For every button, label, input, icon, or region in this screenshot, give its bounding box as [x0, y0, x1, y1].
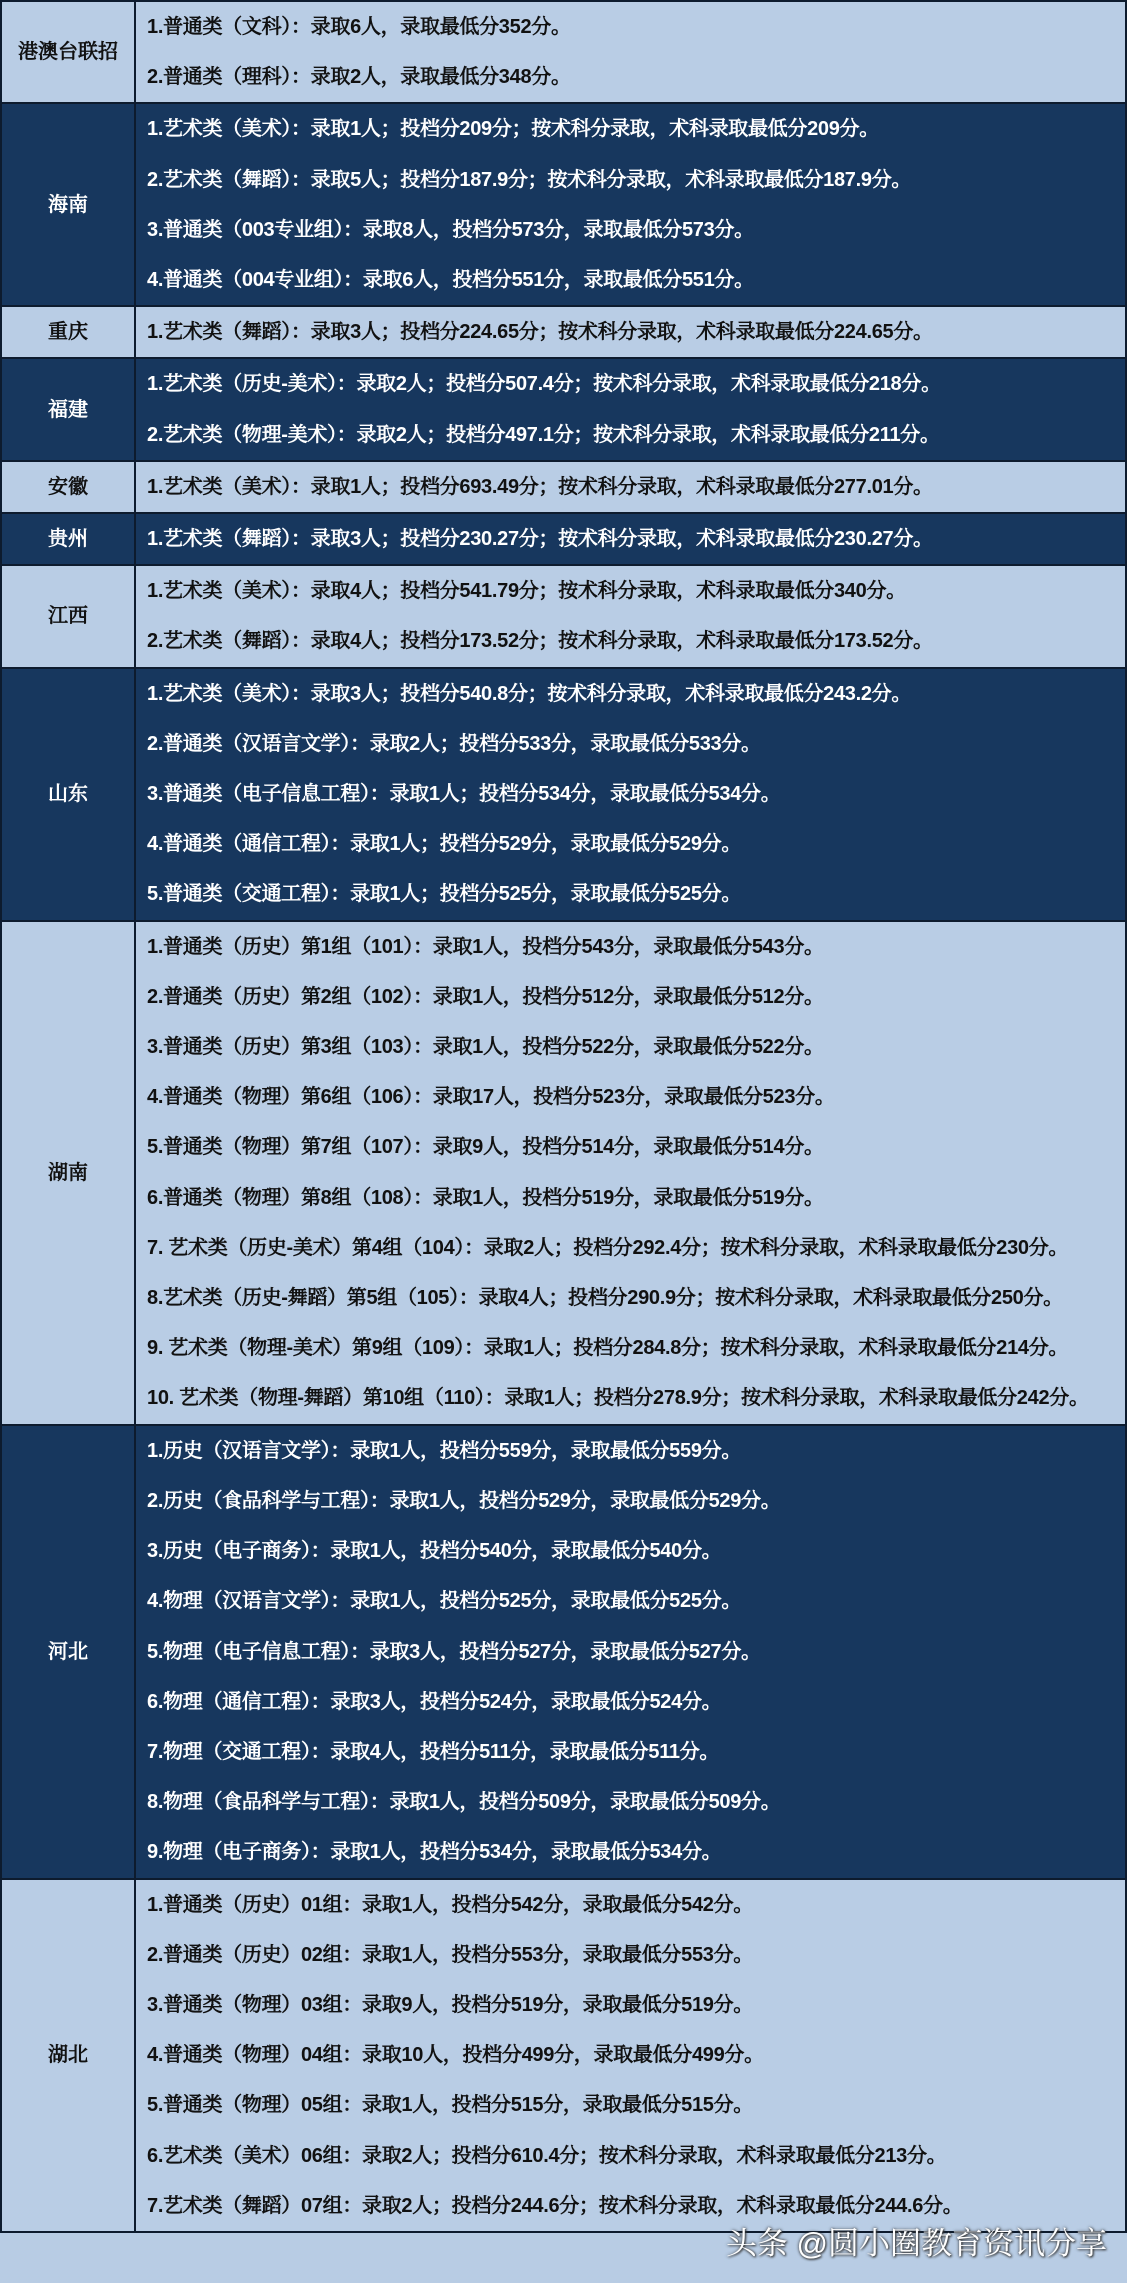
- province-row: [1, 1879, 1126, 2232]
- province-label: 安徽: [1, 461, 135, 513]
- admission-items: [135, 921, 1126, 1425]
- admission-item: 5.物理（电子信息工程）：录取3人，投档分527分，录取最低分527分。: [147, 1640, 761, 1663]
- admission-item: 8.艺术类（历史-舞蹈）第5组（105）：录取4人；投档分290.9分；按术科分录取，术科录取最低分250分。: [147, 1287, 1063, 1310]
- province-row: [1, 921, 1126, 1425]
- admission-item: 3.普通类（历史）第3组（103）：录取1人，投档分522分，录取最低分522分。: [147, 1036, 824, 1059]
- admission-item: 1.历史（汉语言文学）：录取1人，投档分559分，录取最低分559分。: [147, 1439, 742, 1462]
- admission-item: 9. 艺术类（物理-美术）第9组（109）：录取1人；投档分284.8分；按术科分录取，术科录取最低分214分。: [147, 1337, 1069, 1360]
- admission-item: 1.艺术类（美术）：录取1人；投档分209分；按术科分录取，术科录取最低分209分。: [147, 118, 879, 141]
- province-row: [1, 358, 1126, 460]
- province-label: 湖北: [1, 1879, 135, 2232]
- admission-items: [135, 306, 1126, 358]
- admission-item: 2.艺术类（物理-美术）：录取2人；投档分497.1分；按术科分录取，术科录取最低分211分。: [147, 423, 940, 446]
- admission-item: 2.历史（食品科学与工程）：录取1人，投档分529分，录取最低分529分。: [147, 1489, 781, 1512]
- admission-item: 6.普通类（物理）第8组（108）：录取1人，投档分519分，录取最低分519分。: [147, 1186, 824, 1209]
- admission-item: 1.普通类（历史）01组：录取1人，投档分542分，录取最低分542分。: [147, 1893, 753, 1916]
- admission-item: 3.普通类（003专业组）：录取8人，投档分573分，录取最低分573分。: [147, 218, 754, 241]
- admission-item: 1.艺术类（历史-美术）：录取2人；投档分507.4分；按术科分录取，术科录取最低分218分。: [147, 373, 941, 396]
- admission-item: 2.普通类（历史）02组：录取1人，投档分553分，录取最低分553分。: [147, 1943, 753, 1966]
- admission-item: 3.普通类（电子信息工程）：录取1人；投档分534分，录取最低分534分。: [147, 783, 781, 806]
- province-label: 山东: [1, 668, 135, 921]
- admission-item: 1.艺术类（舞蹈）：录取3人；投档分224.65分；按术科分录取，术科录取最低分224.65分。: [147, 321, 933, 344]
- admission-item: 1.艺术类（美术）：录取1人；投档分693.49分；按术科分录取，术科录取最低分277.01分。: [147, 475, 933, 498]
- admission-item: 9.物理（电子商务）：录取1人，投档分534分，录取最低分534分。: [147, 1841, 722, 1864]
- province-label: 海南: [1, 103, 135, 306]
- province-label: 贵州: [1, 513, 135, 565]
- admission-item: 1.艺术类（舞蹈）：录取3人；投档分230.27分；按术科分录取，术科录取最低分230.27分。: [147, 528, 933, 551]
- province-row: [1, 461, 1126, 513]
- province-label: 港澳台联招: [1, 1, 135, 103]
- admission-items: [135, 668, 1126, 921]
- admission-item: 4.普通类（通信工程）：录取1人；投档分529分，录取最低分529分。: [147, 833, 742, 856]
- admission-items: [135, 1879, 1126, 2232]
- admission-items: [135, 513, 1126, 565]
- admission-item: 5.普通类（交通工程）：录取1人；投档分525分，录取最低分525分。: [147, 883, 742, 906]
- admission-items: [135, 1, 1126, 103]
- province-row: [1, 103, 1126, 306]
- admission-item: 4.物理（汉语言文学）：录取1人，投档分525分，录取最低分525分。: [147, 1590, 742, 1613]
- watermark: 头条 @圆小圈教育资讯分享: [725, 2226, 1107, 2261]
- admission-item: 6.物理（通信工程）：录取3人，投档分524分，录取最低分524分。: [147, 1690, 722, 1713]
- admission-item: 2.普通类（理科）：录取2人，录取最低分348分。: [147, 66, 571, 89]
- admission-item: 4.普通类（物理）第6组（106）：录取17人，投档分523分，录取最低分523分。: [147, 1086, 835, 1109]
- province-label: 河北: [1, 1425, 135, 1879]
- admission-item: 1.普通类（文科）：录取6人，录取最低分352分。: [147, 16, 571, 38]
- admission-item: 1.艺术类（美术）：录取3人；投档分540.8分；按术科分录取，术科录取最低分243.2分。: [147, 682, 912, 705]
- admission-item: 4.普通类（004专业组）：录取6人，投档分551分，录取最低分551分。: [147, 269, 754, 292]
- province-label: 湖南: [1, 921, 135, 1425]
- province-row: [1, 513, 1126, 565]
- admission-items: [135, 358, 1126, 460]
- province-label: 重庆: [1, 306, 135, 358]
- admission-item: 3.历史（电子商务）：录取1人，投档分540分，录取最低分540分。: [147, 1540, 722, 1563]
- province-row: [1, 668, 1126, 921]
- admission-item: 3.普通类（物理）03组：录取9人，投档分519分，录取最低分519分。: [147, 1993, 753, 2016]
- admission-item: 4.普通类（物理）04组：录取10人，投档分499分，录取最低分499分。: [147, 2044, 764, 2067]
- province-row: [1, 565, 1126, 667]
- admission-items: [135, 1425, 1126, 1879]
- admission-item: 1.普通类（历史）第1组（101）：录取1人，投档分543分，录取最低分543分。: [147, 935, 824, 958]
- admission-item: 1.艺术类（美术）：录取4人；投档分541.79分；按术科分录取，术科录取最低分340分。: [147, 580, 906, 603]
- admission-item: 2.普通类（汉语言文学）：录取2人；投档分533分，录取最低分533分。: [147, 732, 761, 755]
- admission-items: [135, 461, 1126, 513]
- province-row: [1, 1, 1126, 103]
- admission-item: 7.物理（交通工程）：录取4人，投档分511分，录取最低分511分。: [147, 1740, 720, 1763]
- admission-item: 2.艺术类（舞蹈）：录取4人；投档分173.52分；按术科分录取，术科录取最低分173.52分。: [147, 630, 933, 653]
- admission-item: 2.普通类（历史）第2组（102）：录取1人，投档分512分，录取最低分512分。: [147, 985, 824, 1008]
- admission-item: 6.艺术类（美术）06组：录取2人；投档分610.4分；按术科分录取，术科录取最低分213分。: [147, 2144, 947, 2167]
- admission-item: 2.艺术类（舞蹈）：录取5人；投档分187.9分；按术科分录取，术科录取最低分187.9分。: [147, 168, 912, 191]
- admission-item: 5.普通类（物理）第7组（107）：录取9人，投档分514分，录取最低分514分。: [147, 1136, 824, 1159]
- province-row: [1, 1425, 1126, 1879]
- admission-items: [135, 565, 1126, 667]
- admission-item: 8.物理（食品科学与工程）：录取1人，投档分509分，录取最低分509分。: [147, 1791, 781, 1814]
- admission-item: 10. 艺术类（物理-舞蹈）第10组（110）：录取1人；投档分278.9分；按术科分录取，术科录取最低分242分。: [147, 1387, 1089, 1410]
- province-label: 福建: [1, 358, 135, 460]
- province-label: 江西: [1, 565, 135, 667]
- admission-item: 7.艺术类（舞蹈）07组：录取2人；投档分244.6分；按术科分录取，术科录取最低分244.6分。: [147, 2194, 963, 2217]
- admission-item: 7. 艺术类（历史-美术）第4组（104）：录取2人；投档分292.4分；按术科分录取，术科录取最低分230分。: [147, 1236, 1069, 1259]
- province-row: [1, 306, 1126, 358]
- admission-items: [135, 103, 1126, 306]
- admission-item: 5.普通类（物理）05组：录取1人，投档分515分，录取最低分515分。: [147, 2094, 753, 2117]
